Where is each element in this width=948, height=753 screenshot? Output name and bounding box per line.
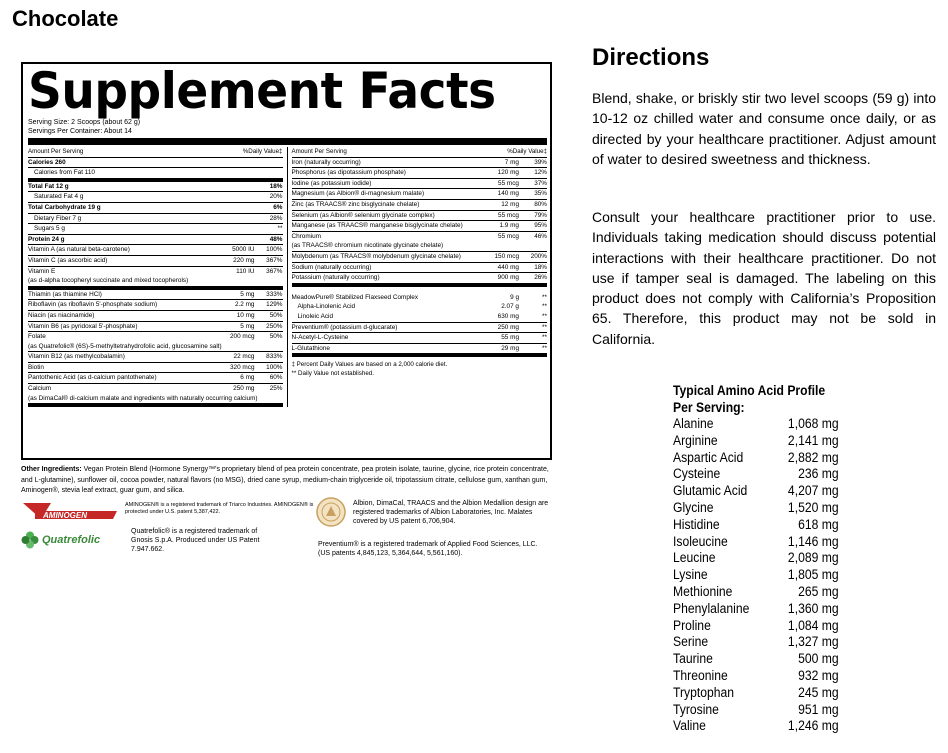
amino-acid-value: 1,146 mg — [787, 533, 839, 549]
nutrient-row — [28, 332, 283, 342]
nutrient-amount — [477, 241, 519, 251]
nutrient-name: Linoleic Acid — [297, 312, 334, 320]
right-column-header — [292, 147, 548, 158]
nutrient-amount: 630 mg — [497, 312, 519, 320]
amino-acid-value: 4,207 mg — [787, 483, 839, 499]
nutrient-name: Preventium® (potassium d-glucarate) — [291, 323, 398, 331]
heavy-divider — [28, 138, 547, 145]
nutrient-amount: 55 mg — [501, 334, 519, 342]
nutrient-daily-value: ** — [542, 312, 547, 320]
aminogen-wordmark: AMINOGEN — [43, 510, 87, 520]
nutrient-row — [28, 300, 283, 311]
nutrient-name: Total Carbohydrate 19 g — [28, 203, 101, 211]
nutrient-name: Dietary Fiber 7 g — [34, 214, 82, 222]
nutrient-daily-value: 35% — [534, 190, 547, 198]
nutrient-name: Pantothenic Acid (as d-calcium pantothenate) — [28, 374, 157, 382]
nutrient-row — [292, 241, 548, 252]
nutrient-daily-value: 100% — [266, 363, 283, 371]
nutrient-daily-value: 12% — [534, 169, 547, 177]
nutrient-row — [292, 312, 548, 323]
nutrient-row — [28, 342, 283, 353]
amino-acid-row — [673, 651, 853, 668]
not-established-footnote: ** Daily Value not established. — [291, 370, 374, 378]
nutrient-name: Zinc (as TRAACS® zinc bisglycinate chelate) — [291, 200, 420, 208]
nutrient-amount — [213, 203, 255, 213]
amino-acid-value: 1,246 mg — [787, 718, 839, 734]
supplement-facts-title: Supplement Facts — [28, 62, 496, 120]
nutrient-daily-value: 79% — [534, 211, 547, 219]
nutrient-daily-value — [273, 394, 283, 404]
amino-acid-value: 2,089 mg — [787, 550, 839, 566]
amino-acid-name: Arginine — [673, 432, 718, 448]
nutrient-name: Iodine (as potassium iodide) — [291, 179, 372, 187]
nutrient-row — [292, 179, 548, 190]
directions-heading: Directions — [592, 44, 710, 71]
nutrient-row — [292, 200, 548, 211]
nutrient-name: Selenium (as Albion® selenium glycinate complex) — [291, 211, 435, 219]
nutrient-row — [292, 302, 548, 312]
nutrient-amount: 10 mg — [236, 311, 255, 319]
nutrient-daily-value: 46% — [534, 232, 547, 240]
nutrient-row — [292, 221, 548, 232]
amino-acid-name: Serine — [673, 634, 709, 650]
nutrient-daily-value: 60% — [269, 374, 283, 382]
amino-acid-row — [673, 483, 853, 500]
nutrient-name: Manganese (as TRAACS® manganese bisglycinate chelate) — [291, 222, 463, 230]
nutrient-amount — [258, 394, 273, 404]
amino-acid-name: Valine — [673, 718, 706, 734]
nutrient-name: Folate — [28, 333, 46, 341]
amino-acid-name: Leucine — [673, 550, 716, 566]
nutrient-amount: 250 mg — [233, 385, 255, 393]
nutrient-daily-value: 48% — [269, 235, 283, 243]
amino-acid-row — [673, 668, 853, 685]
nutrient-row — [28, 322, 283, 333]
amino-acid-row — [673, 466, 853, 483]
quatrefolic-wordmark: Quatrefolic — [42, 533, 101, 546]
amino-acid-row — [673, 450, 853, 467]
amino-acid-value: 2,882 mg — [787, 449, 839, 465]
nutrient-amount — [213, 214, 255, 224]
nutrient-name: L-Glutathione — [291, 344, 330, 352]
amino-acid-value: 1,068 mg — [787, 416, 839, 431]
nutrient-daily-value: 25% — [269, 385, 283, 393]
nutrient-name: Molybdenum (as TRAACS® molybdenum glycinate chelate) — [291, 252, 461, 260]
facts-right-column — [288, 147, 548, 407]
amino-profile-subtitle: Per Serving: — [673, 400, 745, 415]
nutrient-name: (as Quatrefolic® (6S)-5-methyltetrahydrofolic acid, glucosamine salt) — [28, 342, 222, 350]
aminogen-trademark-text: AMINOGEN® is a registered trademark of Triarco Industries. AMINOGEN® is protected under U.S. patent 5,387,422. — [125, 501, 314, 515]
nutrient-daily-value: 100% — [266, 246, 283, 254]
left-nutrient-list — [28, 158, 283, 408]
nutrient-daily-value: ** — [542, 334, 547, 342]
amino-acid-value: 618 mg — [798, 516, 839, 532]
nutrient-name: Phosphorus (as dipotassium phosphate) — [291, 169, 406, 177]
nutrient-row — [292, 293, 548, 303]
nutrient-row — [292, 333, 548, 344]
nutrient-amount — [213, 182, 255, 192]
nutrient-row — [28, 245, 283, 256]
nutrient-amount: 1.9 mg — [499, 222, 519, 230]
nutrient-daily-value: 129% — [266, 301, 283, 309]
nutrient-row — [28, 256, 283, 267]
nutrient-name: Biotin — [28, 363, 44, 371]
nutrient-name: Thiamin (as thiamine HCl) — [28, 290, 102, 298]
amino-acid-value: 1,520 mg — [787, 499, 839, 515]
amino-acid-value: 951 mg — [798, 701, 839, 717]
albion-medallion-logo — [316, 497, 346, 527]
nutrient-daily-value: ** — [542, 303, 547, 311]
nutrient-row — [28, 384, 283, 394]
nutrient-daily-value: 26% — [534, 274, 547, 282]
nutrient-daily-value: 80% — [534, 200, 547, 208]
nutrient-daily-value — [255, 276, 283, 286]
amino-acid-value: 1,084 mg — [787, 617, 839, 633]
nutrient-amount — [213, 276, 255, 286]
nutrient-amount: 5000 IU — [232, 246, 255, 254]
nutrient-name: Vitamin C (as ascorbic acid) — [28, 256, 108, 264]
nutrient-daily-value: 50% — [269, 311, 283, 319]
nutrient-amount: 9 g — [510, 293, 519, 301]
nutrient-amount: 55 mcg — [498, 232, 519, 240]
amino-acid-name: Glycine — [673, 499, 714, 515]
flavor-title: Chocolate — [12, 6, 119, 31]
nutrient-row — [28, 214, 283, 225]
nutrient-row — [28, 311, 283, 322]
amount-per-serving-label: Amount Per Serving — [28, 148, 84, 155]
nutrient-daily-value: 250% — [266, 322, 283, 330]
label-footer — [21, 462, 552, 567]
nutrient-row — [292, 168, 548, 179]
nutrient-daily-value: 367% — [266, 267, 283, 275]
amino-acid-row — [673, 618, 853, 635]
nutrient-amount: 900 mg — [497, 274, 519, 282]
nutrient-row — [28, 224, 283, 235]
nutrient-name: Total Fat 12 g — [28, 182, 69, 190]
nutrient-name: Saturated Fat 4 g — [34, 193, 84, 201]
nutrient-row — [28, 192, 283, 203]
nutrient-amount: 250 mg — [497, 323, 519, 331]
nutrient-daily-value: 200% — [530, 252, 547, 260]
nutrient-name: Iron (naturally occurring) — [291, 158, 361, 166]
amino-acid-value: 1,360 mg — [787, 600, 839, 616]
nutrient-amount: 320 mcg — [229, 363, 255, 371]
nutrient-amount: 200 mcg — [229, 333, 255, 341]
amino-acid-name: Tryptophan — [673, 684, 735, 700]
nutrient-name: Calories from Fat 110 — [34, 169, 95, 177]
amino-acid-name: Tyrosine — [673, 701, 719, 717]
nutrient-name: Vitamin B6 (as pyridoxal 5'-phosphate) — [28, 322, 138, 330]
nutrient-amount: 220 mg — [233, 256, 255, 264]
amino-acid-value: 245 mg — [798, 684, 839, 700]
nutrient-name: (as DimaCal® di-calcium malate and ingredients with naturally occurring calcium) — [28, 394, 258, 402]
nutrient-row — [292, 189, 548, 200]
nutrient-daily-value: 50% — [269, 333, 283, 341]
nutrient-row — [28, 290, 283, 301]
amino-acid-value: 500 mg — [798, 651, 839, 667]
nutrient-amount: 6 mg — [240, 374, 255, 382]
amino-acid-row — [673, 584, 853, 601]
nutrient-row — [28, 158, 283, 169]
directions-paragraph: Blend, shake, or briskly stir two level scoops (59 g) into 10-12 oz chilled water and consume once daily, or as directed by your healthcare practitioner. Adjust amount of water to desired sweetness and thickness. — [592, 90, 936, 167]
nutrient-row — [292, 158, 548, 169]
nutrient-row — [292, 252, 548, 263]
nutrient-amount: 5 mg — [240, 322, 255, 330]
warning-paragraph: Consult your healthcare practitioner prior to use. Individuals taking medication should discuss potential interactions with their healthcare practitioner. Do not use if tamper seal is damaged. The labeling on this product does not comply with California’s Proposition 65. Therefore, this product may not be sold in California. — [592, 209, 936, 347]
nutrient-name: Sugars 5 g — [34, 225, 65, 233]
nutrient-row — [28, 363, 283, 374]
nutrient-daily-value — [258, 342, 282, 352]
nutrient-amount: 55 mcg — [498, 211, 519, 219]
amino-acid-row — [673, 550, 853, 567]
nutrient-amount — [222, 342, 259, 352]
nutrient-amount: 150 mcg — [494, 252, 519, 260]
nutrient-daily-value: ** — [542, 293, 547, 301]
nutrient-row — [292, 273, 548, 287]
nutrient-amount — [213, 168, 255, 178]
nutrient-row — [292, 211, 548, 222]
right-nutrient-list — [292, 158, 548, 358]
nutrient-name: N-Acetyl-L-Cysteine — [291, 334, 349, 342]
amino-acid-name: Lysine — [673, 567, 708, 583]
nutrient-name: Vitamin E — [28, 267, 56, 275]
quatrefolic-logo — [21, 531, 100, 549]
nutrient-amount: 2.2 mg — [234, 301, 255, 309]
nutrient-row — [28, 394, 283, 408]
albion-trademark-text: Albion, DimaCal, TRAACS and the Albion Medallion design are registered trademarks of Albion Laboratories, Inc. Malates covered by US patent 6,706,904. — [353, 499, 549, 525]
servings-per-container: Servings Per Container: About 14 — [28, 128, 132, 135]
amino-acid-name: Glutamic Acid — [673, 483, 748, 499]
nutrient-amount: 22 mcg — [233, 353, 255, 361]
amino-acid-row — [673, 634, 853, 651]
amino-acid-name: Threonine — [673, 667, 728, 683]
amino-acid-name: Proline — [673, 617, 711, 633]
serving-size: Serving Size: 2 Scoops (about 62 g) — [28, 119, 141, 126]
nutrient-name: Calcium — [28, 385, 52, 393]
amino-acid-name: Taurine — [673, 651, 713, 667]
amino-acid-row — [673, 702, 853, 719]
nutrient-row — [292, 232, 548, 242]
amino-acid-row — [673, 534, 853, 551]
nutrient-row — [292, 323, 548, 334]
nutrient-name: Vitamin A (as natural beta-carotene) — [28, 246, 130, 254]
nutrient-name: Potassium (naturally occurring) — [291, 274, 380, 282]
nutrient-daily-value: 333% — [266, 290, 283, 298]
daily-value-footnote: ‡ Percent Daily Values are based on a 2,000 calorie diet. — [291, 361, 448, 369]
nutrient-amount — [213, 235, 255, 245]
nutrient-amount — [213, 192, 255, 202]
nutrient-amount: 120 mg — [497, 169, 519, 177]
nutrient-daily-value — [519, 241, 547, 251]
amino-acid-name: Cysteine — [673, 466, 721, 482]
quatrefolic-trademark-text: Quatrefolic® is a registered trademark of Gnosis S.p.A. Produced under US Patent 7.947.662. — [131, 527, 260, 553]
amino-acid-row — [673, 567, 853, 584]
preventium-trademark-text: Preventium® is a registered trademark of Applied Food Sciences, LLC. (US patents 4,845,123, 5,364,644, 5,561,160). — [318, 540, 538, 557]
nutrient-row — [28, 276, 283, 290]
other-ingredients-text: Vegan Protein Blend (Hormone Synergy™'s proprietary blend of pea protein concentrate, pea protein isolate, taurine, glycine, rice protein concentrate, and L-glutamine), sunflower oil, cocoa powder, natural flavors (no MSG), dried cane syrup, medium-chain triglyceride oil, tripotassium citrate, cellulose gum, xanthan gum, Aminogen®, stevia leaf extract, guar gum, and silica. — [21, 466, 549, 494]
nutrient-daily-value: 95% — [534, 222, 547, 230]
nutrient-name: Chromium — [291, 232, 321, 240]
amino-acid-name: Isoleucine — [673, 533, 728, 549]
amino-acid-value: 236 mg — [798, 466, 839, 482]
amino-acid-name: Histidine — [673, 516, 720, 532]
nutrient-daily-value: 20% — [269, 193, 283, 201]
amino-acid-value: 1,805 mg — [787, 567, 839, 583]
supplement-facts-panel — [21, 62, 552, 460]
nutrient-row — [28, 373, 283, 384]
nutrient-row — [292, 263, 548, 274]
nutrient-name: Calories 260 — [28, 158, 66, 166]
amino-acid-row — [673, 433, 853, 450]
amino-acid-row — [673, 601, 853, 618]
nutrient-row — [28, 168, 283, 182]
nutrient-daily-value: 6% — [273, 203, 283, 211]
nutrient-amount: 440 mg — [497, 263, 519, 271]
nutrient-row — [292, 344, 548, 358]
trademark-logos — [21, 497, 552, 567]
amino-acid-value: 932 mg — [798, 667, 839, 683]
amino-acid-row — [673, 517, 853, 534]
nutrient-amount: 7 mg — [504, 158, 519, 166]
amino-acid-row — [673, 718, 853, 735]
nutrient-amount — [213, 224, 255, 234]
nutrient-row — [28, 203, 283, 214]
nutrient-amount: 2.07 g — [501, 303, 519, 311]
nutrient-name: MeadowPure® Stabilized Flaxseed Complex — [291, 293, 419, 301]
nutrient-name: Riboflavin (as riboflavin 5'-phosphate sodium) — [28, 301, 158, 309]
nutrient-row — [28, 267, 283, 277]
nutrient-name: (as TRAACS® chromium nicotinate glycinate chelate) — [291, 242, 444, 250]
nutrient-name: (as d-alpha tocopheryl succinate and mixed tocopherols) — [28, 277, 189, 285]
facts-left-column — [28, 147, 288, 407]
nutrient-row — [28, 235, 283, 246]
nutrient-daily-value: ** — [542, 323, 547, 331]
amount-per-serving-label: Amount Per Serving — [291, 148, 347, 155]
nutrient-amount: 12 mg — [501, 200, 519, 208]
nutrient-amount: 55 mcg — [498, 179, 519, 187]
other-ingredients — [21, 465, 552, 497]
nutrient-row — [28, 182, 283, 193]
nutrient-daily-value — [255, 168, 283, 178]
clover-icon — [21, 531, 39, 549]
facts-columns — [28, 147, 547, 407]
amino-acid-row — [673, 685, 853, 702]
nutrient-daily-value: ** — [277, 225, 283, 233]
nutrient-name: Magnesium (as Albion® di-magnesium malate) — [291, 190, 425, 198]
amino-acid-name: Alanine — [673, 416, 714, 431]
nutrient-name: Vitamin B12 (as methylcobalamin) — [28, 353, 125, 361]
nutrient-amount: 110 IU — [236, 267, 255, 275]
aminogen-logo — [21, 501, 119, 521]
nutrient-daily-value: 39% — [534, 158, 547, 166]
nutrient-amount — [213, 158, 255, 168]
nutrient-daily-value: 28% — [269, 214, 283, 222]
amino-acid-value: 2,141 mg — [787, 432, 839, 448]
nutrient-name: Niacin (as niacinamide) — [28, 311, 95, 319]
daily-value-label: %Daily Value‡ — [242, 148, 283, 155]
nutrient-row — [28, 352, 283, 363]
nutrient-amount: 29 mg — [501, 344, 519, 352]
nutrient-daily-value: 367% — [266, 256, 283, 264]
amino-acid-row — [673, 416, 853, 433]
nutrient-name: Alpha-Linolenic Acid — [297, 303, 356, 311]
nutrient-amount: 140 mg — [497, 190, 519, 198]
other-ingredients-label: Other Ingredients: — [21, 466, 82, 473]
nutrient-amount: 5 mg — [240, 290, 255, 298]
amino-acid-name: Methionine — [673, 583, 733, 599]
amino-acid-row — [673, 500, 853, 517]
amino-acid-profile — [673, 382, 873, 735]
nutrient-daily-value: 18% — [269, 182, 283, 190]
nutrient-daily-value: 833% — [266, 353, 283, 361]
left-column-header — [28, 147, 283, 158]
daily-value-label: %Daily Value‡ — [507, 148, 547, 155]
nutrient-name: Protein 24 g — [28, 235, 65, 243]
amino-acid-list — [673, 416, 873, 735]
nutrient-daily-value: ** — [542, 344, 547, 352]
nutrient-name: Sodium (naturally occurring) — [291, 263, 372, 271]
nutrient-daily-value: 18% — [534, 263, 547, 271]
nutrient-daily-value: 37% — [534, 179, 547, 187]
amino-profile-title: Typical Amino Acid Profile — [673, 383, 826, 398]
amino-acid-value: 1,327 mg — [787, 634, 839, 650]
amino-acid-value: 265 mg — [798, 583, 839, 599]
nutrient-daily-value — [255, 158, 283, 168]
amino-acid-name: Phenylalanine — [673, 600, 750, 616]
amino-acid-name: Aspartic Acid — [673, 449, 744, 465]
